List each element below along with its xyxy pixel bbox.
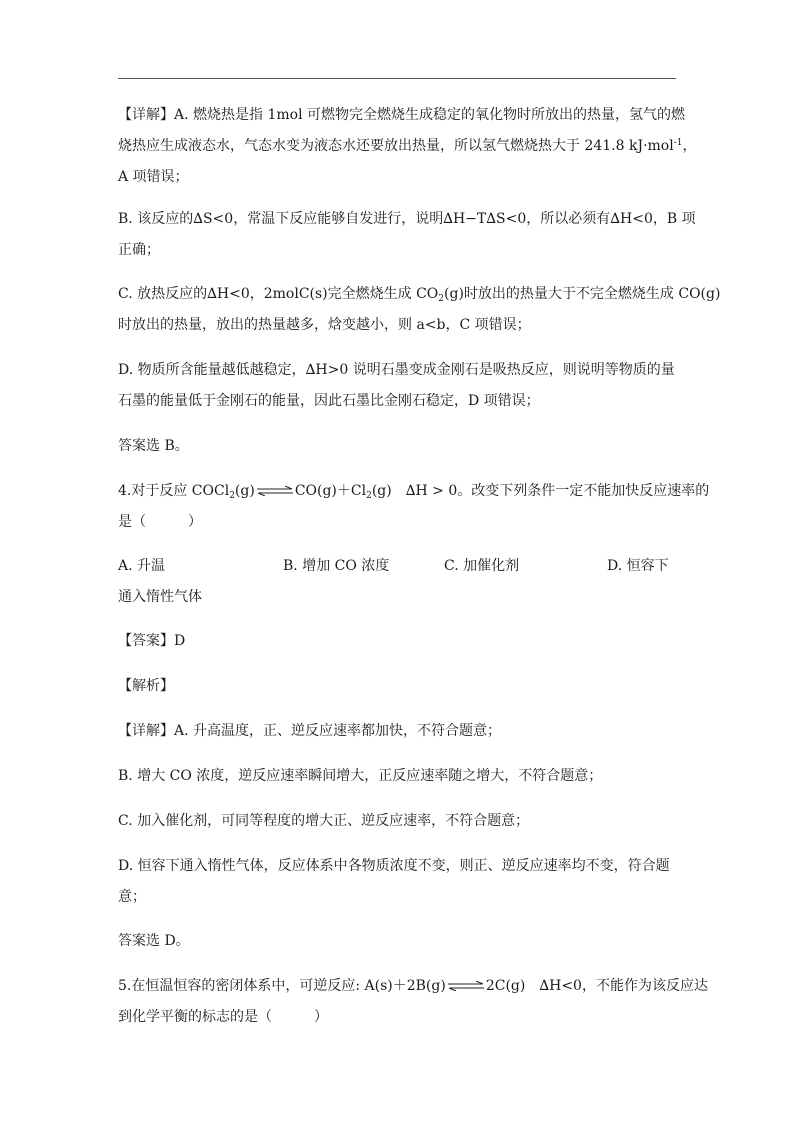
q4-answer: 【答案】D bbox=[118, 633, 186, 649]
q4-option-d-cont: 通入惰性气体 bbox=[118, 589, 202, 605]
q4-option-d: D. 恒容下 bbox=[607, 558, 669, 574]
q4-option-a: A. 升温 bbox=[118, 558, 166, 574]
q4-analysis-label: 【解析】 bbox=[118, 678, 174, 694]
q4-final: 答案选 D。 bbox=[118, 933, 190, 949]
q3-analysis bbox=[118, 100, 697, 193]
equilibrium-arrow-icon bbox=[447, 981, 485, 991]
q5-stem: 5.在恒温恒容的密闭体系中，可逆反应: A(s)＋2B(g) 2C(g) ∆H<0，不能作为该反应达 到化学平衡的标志的是（ ） bbox=[118, 978, 708, 1025]
header-rule bbox=[118, 78, 676, 79]
q4-option-b: B. 增加 CO 浓度 bbox=[283, 558, 390, 574]
q3-option-b: B. 该反应的∆S<0，常温下反应能够自发进行，说明∆H−T∆S<0，所以必须有∆H<0，B 项 正确； bbox=[118, 211, 696, 258]
q4-detail-b: B. 增大 CO 浓度，逆反应速率瞬间增大，正反应速率随之增大，不符合题意； bbox=[118, 768, 603, 784]
q4-detail-d: D. 恒容下通入惰性气体，反应体系中各物质浓度不变，则正、逆反应速率均不变，符合题 意； bbox=[118, 858, 670, 905]
q3-a-line2: 烧热应生成液态水，气态水变为液态水还要放出热量，所以氢气燃烧热大于 241.8 kJ·mol$^{-1}$， bbox=[118, 138, 697, 154]
equilibrium-arrow-icon bbox=[256, 486, 294, 496]
q4-options bbox=[118, 551, 678, 582]
q4-detail-c: C. 加入催化剂，可同等程度的增大正、逆反应速率，不符合题意； bbox=[118, 813, 530, 829]
q3-option-d: D. 物质所含能量越低越稳定，∆H>0 说明石墨变成金刚石是吸热反应，则说明等物质的量 石墨的能量低于金刚石的能量，因此石墨比金刚石稳定，D 项错误； bbox=[118, 362, 675, 409]
q3-a-line1: 【详解】A. 燃烧热是指 1mol 可燃物完全燃烧生成稳定的氧化物时所放出的热量，氢气的燃 bbox=[118, 107, 685, 123]
q4-stem: 4.对于反应 COCl$_2$(g) $CO(g)+Cl_2(g)$ ∆H > 0。改变下列条件一定不能加快反应速率的 是（ ） bbox=[118, 483, 710, 530]
q4-option-c: C. 加催化剂 bbox=[444, 558, 520, 574]
q4-detail-a: 【详解】A. 升高温度，正、逆反应速率都加快，不符合题意； bbox=[118, 723, 502, 739]
q3-option-c: C. 放热反应的∆H<0，2molC(s)完全燃烧生成 $CO_2(g)$时放出的热量大于不完全燃烧生成 CO(g) 时放出的热量，放出的热量越多，焓变越小，则 a<b，C 项错误； bbox=[118, 286, 721, 333]
q3-answer: 答案选 B。 bbox=[118, 438, 189, 454]
q3-a-line3: A 项错误； bbox=[118, 169, 189, 185]
